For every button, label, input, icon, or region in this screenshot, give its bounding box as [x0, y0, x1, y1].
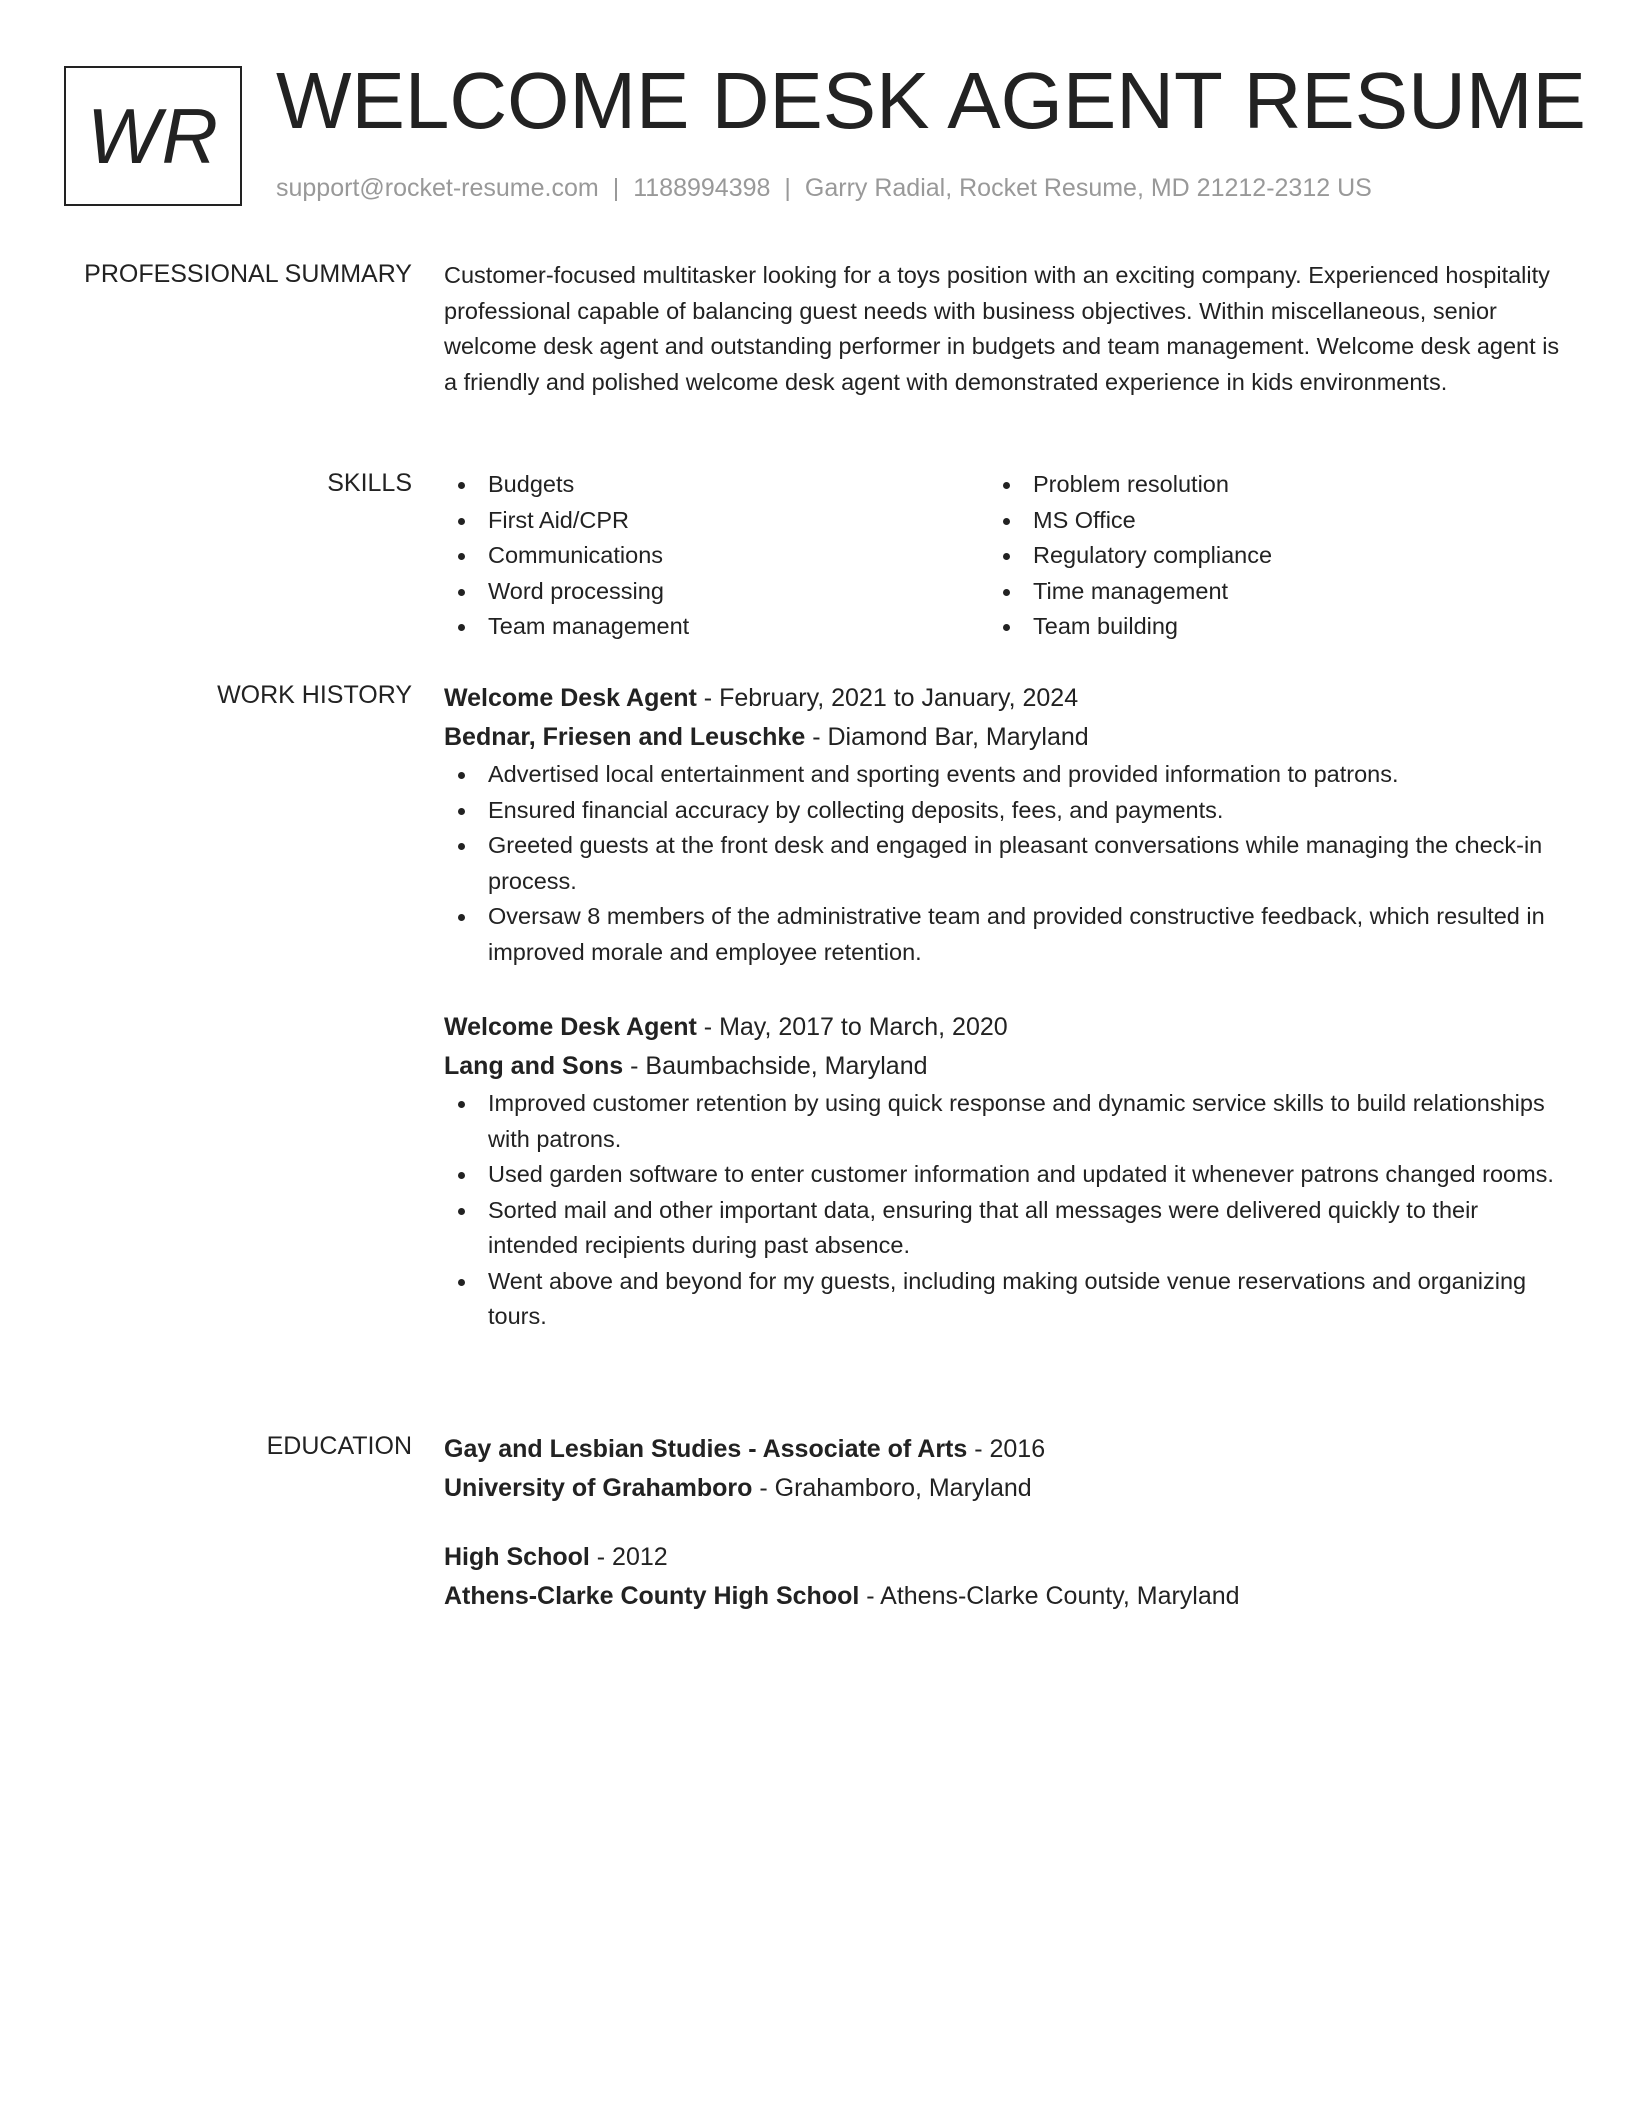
- skill-item: First Aid/CPR: [444, 503, 989, 539]
- skill-item: Time management: [989, 574, 1534, 610]
- contact-separator: |: [784, 174, 791, 202]
- job-bullet: Oversaw 8 members of the administrative team and provided constructive feedback, which resulted in improved morale and employee retention.: [444, 899, 1560, 970]
- skills-column-left: [444, 467, 989, 645]
- resume-title: WELCOME DESK AGENT RESUME: [276, 56, 1586, 145]
- job-dates: - February, 2021 to January, 2024: [696, 684, 1079, 712]
- skills-grid: [444, 467, 1560, 645]
- monogram-logo: [64, 66, 242, 206]
- skill-item: Word processing: [444, 574, 989, 610]
- skills-body: [444, 467, 1560, 645]
- skills-column-right: [989, 467, 1534, 645]
- skill-item: Problem resolution: [989, 467, 1534, 503]
- job-entry: [444, 679, 1560, 970]
- education-degree: High School: [444, 1543, 590, 1571]
- job-bullet: Ensured financial accuracy by collecting deposits, fees, and payments.: [444, 793, 1560, 829]
- contact-email[interactable]: support@rocket-resume.com: [276, 174, 599, 202]
- education-entry: [444, 1430, 1560, 1508]
- job-dates: - May, 2017 to March, 2020: [696, 1013, 1008, 1041]
- job-title: Welcome Desk Agent: [444, 684, 697, 712]
- job-title-line: [444, 1008, 1560, 1047]
- education-school-line: [444, 1577, 1560, 1616]
- job-entry: [444, 1008, 1560, 1335]
- contact-line: [276, 174, 1372, 203]
- skill-item: Communications: [444, 538, 989, 574]
- monogram-initials: WR: [87, 91, 219, 180]
- skill-item: Team building: [989, 609, 1534, 645]
- education-year: - 2012: [589, 1543, 668, 1571]
- education-entry: [444, 1538, 1560, 1616]
- skill-item: Budgets: [444, 467, 989, 503]
- education-school-line: [444, 1469, 1560, 1508]
- job-company-line: [444, 718, 1560, 757]
- job-bullet: Went above and beyond for my guests, including making outside venue reservations and organizing tours.: [444, 1264, 1560, 1335]
- job-company: Bednar, Friesen and Leuschke: [444, 723, 806, 751]
- summary-body: [444, 258, 1560, 400]
- job-bullets: [444, 757, 1560, 970]
- education-label: EDUCATION: [266, 1432, 412, 1460]
- work-history-body: [444, 679, 1560, 1373]
- education-location: - Grahamboro, Maryland: [752, 1474, 1032, 1502]
- skills-label: SKILLS: [327, 469, 412, 497]
- job-title-line: [444, 679, 1560, 718]
- job-bullet: Improved customer retention by using quick response and dynamic service skills to build relationships with patrons.: [444, 1086, 1560, 1157]
- summary-label: PROFESSIONAL SUMMARY: [84, 260, 412, 288]
- education-year: - 2016: [967, 1435, 1046, 1463]
- education-degree-line: [444, 1430, 1560, 1469]
- contact-phone[interactable]: 1188994398: [633, 174, 771, 202]
- contact-address: Garry Radial, Rocket Resume, MD 21212-2312 US: [804, 174, 1372, 202]
- work-history-label: WORK HISTORY: [217, 681, 412, 709]
- contact-separator: |: [612, 174, 620, 202]
- education-location: - Athens-Clarke County, Maryland: [859, 1582, 1240, 1610]
- job-company-line: [444, 1047, 1560, 1086]
- education-school: University of Grahamboro: [444, 1474, 753, 1502]
- education-school: Athens-Clarke County High School: [444, 1582, 860, 1610]
- skill-item: MS Office: [989, 503, 1534, 539]
- education-degree: Gay and Lesbian Studies - Associate of Arts: [444, 1435, 968, 1463]
- education-degree-line: [444, 1538, 1560, 1577]
- job-title: Welcome Desk Agent: [444, 1013, 697, 1041]
- job-bullet: Used garden software to enter customer information and updated it whenever patrons changed rooms.: [444, 1157, 1560, 1193]
- education-body: [444, 1430, 1560, 1646]
- job-bullet: Sorted mail and other important data, ensuring that all messages were delivered quickly to their intended recipients during past absence.: [444, 1193, 1560, 1264]
- summary-text: Customer-focused multitasker looking for a toys position with an exciting company. Experienced hospitality professional capable of balancing guest needs with business objectives. Within miscellaneous, senior welcome desk agent and outstanding performer in budgets and team management. Welcome desk agent is a friendly and polished welcome desk agent with demonstrated experience in kids environments.: [444, 262, 1560, 395]
- job-location: - Baumbachside, Maryland: [623, 1052, 928, 1080]
- job-bullet: Greeted guests at the front desk and engaged in pleasant conversations while managing the check-in process.: [444, 828, 1560, 899]
- job-bullet: Advertised local entertainment and sporting events and provided information to patrons.: [444, 757, 1560, 793]
- skill-item: Team management: [444, 609, 989, 645]
- job-bullets: [444, 1086, 1560, 1335]
- job-location: - Diamond Bar, Maryland: [805, 723, 1089, 751]
- job-company: Lang and Sons: [444, 1052, 624, 1080]
- skill-item: Regulatory compliance: [989, 538, 1534, 574]
